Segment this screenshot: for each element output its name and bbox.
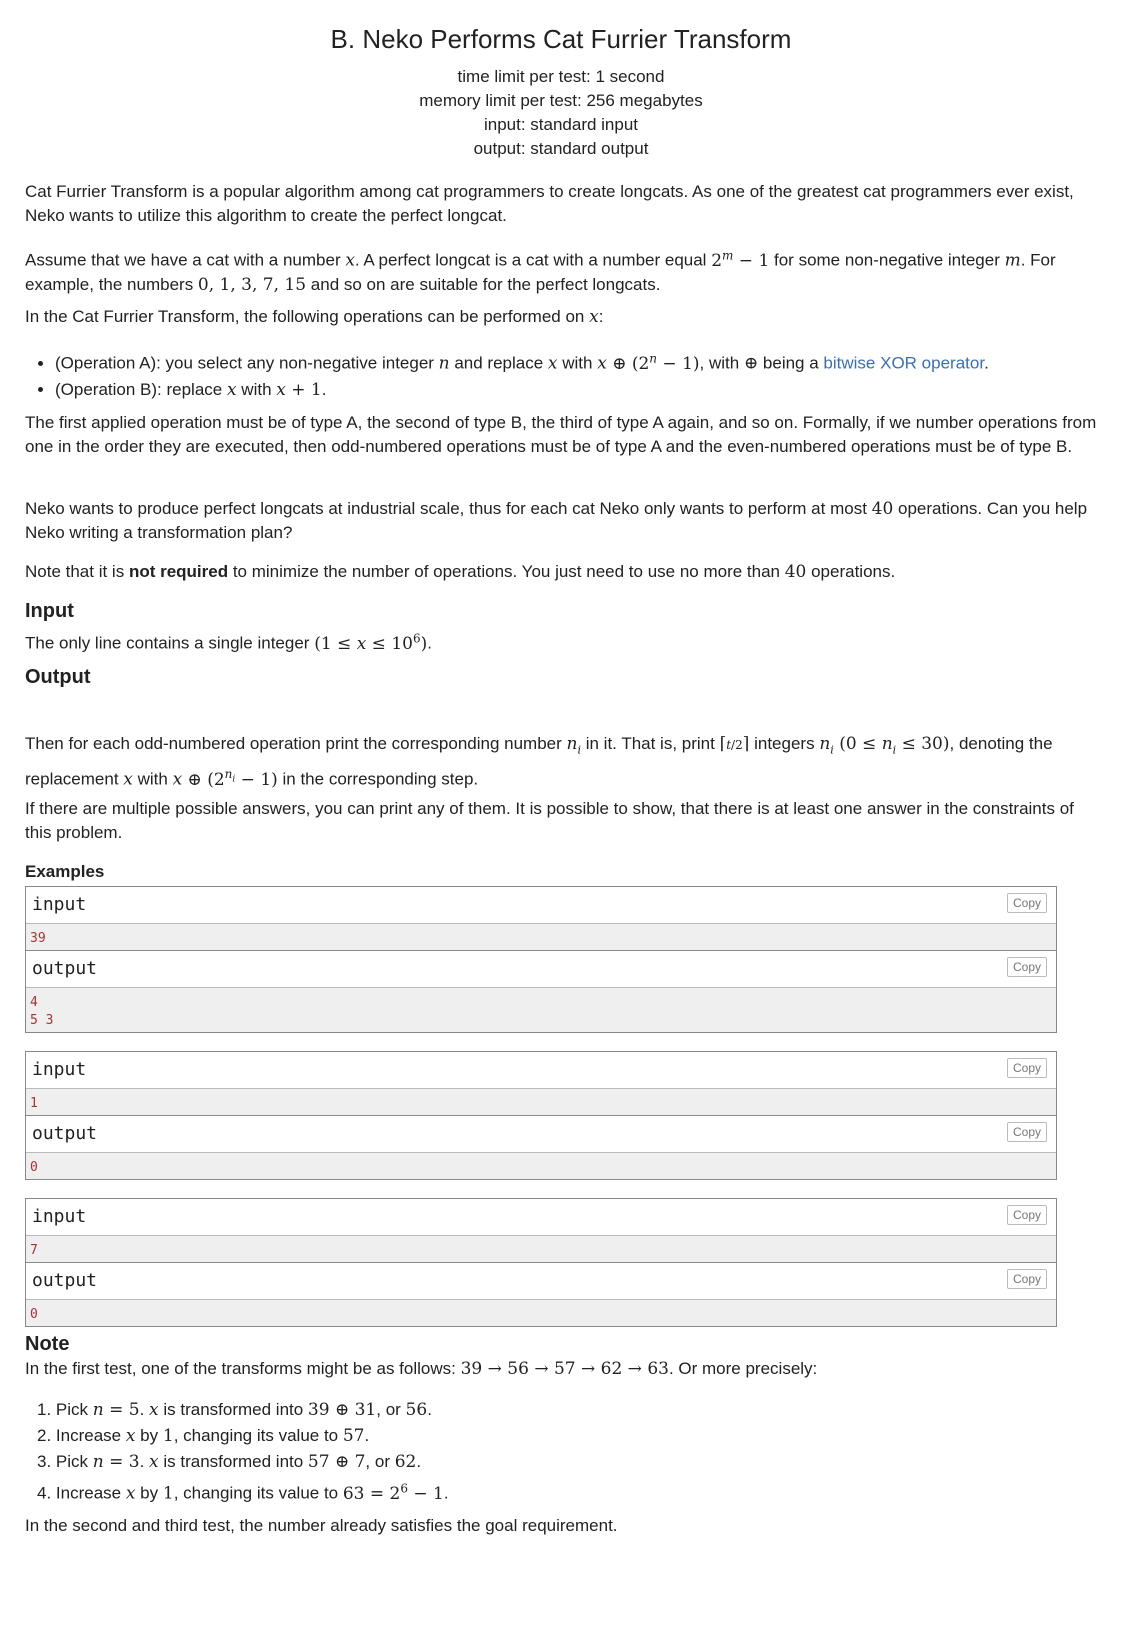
note-step: 1. Pick n = 5. x is transformed into 39 ⊕ 31, or 56. (37, 1400, 432, 1420)
copy-output-button[interactable]: Copy (1007, 957, 1047, 977)
example-input-value: 39 (26, 924, 1056, 951)
example-output-value: 0 (26, 1153, 1056, 1179)
statement-p6: Note that it is not required to minimize the number of operations. You just need to use no more than 40 operations. (25, 562, 896, 582)
example-output-header (26, 951, 1056, 988)
operation-b: • (Operation B): replace x with x + 1. (55, 377, 1122, 403)
input-text: The only line contains a single integer $(1 \le x \le 10^6)$. (25, 631, 432, 654)
copy-output-button[interactable]: Copy (1007, 1269, 1047, 1289)
input-heading: Input (25, 600, 74, 622)
output-label: output (32, 1123, 98, 1144)
example-output-header (26, 1116, 1056, 1153)
limits (25, 65, 1097, 161)
example-input-header (26, 1052, 1056, 1089)
note-intro: In the first test, one of the transforms might be as follows: 39 → 56 → 57 → 62 → 63. Or more precisely: (25, 1359, 818, 1379)
problem-title: B. Neko Performs Cat Furrier Transform (330, 24, 792, 54)
statement-p5: Neko wants to produce perfect longcats at industrial scale, thus for each cat Neko only wants to perform at most 40 operations. Can you help Neko writing a transformation plan? (25, 499, 1088, 542)
note-heading: Note (25, 1333, 70, 1355)
example-test (25, 1198, 1057, 1327)
example-input-value: 7 (26, 1236, 1056, 1263)
note-outro: In the second and third test, the number already satisfies the goal requirement. (25, 1516, 618, 1535)
note-step: 4. Increase x by 1, changing its value to $63 = 2^6 - 1$. (37, 1481, 449, 1504)
input-spec: input: standard input (483, 115, 639, 134)
copy-output-button[interactable]: Copy (1007, 1122, 1047, 1142)
example-output-value: 0 (26, 1300, 1056, 1326)
copy-input-button[interactable]: Copy (1007, 1058, 1047, 1078)
examples-heading: Examples (25, 862, 105, 881)
time-limit: time limit per test: 1 second (457, 67, 665, 86)
operation-a: • (Operation A): you select any non-negative integer n and replace x with x ⊕ $(2^n - 1)$, with ⊕ being a bitwise XOR operator. (55, 345, 1122, 377)
note-steps (25, 1397, 1109, 1507)
copy-input-button[interactable]: Copy (1007, 893, 1047, 913)
example-input-value: 1 (26, 1089, 1056, 1116)
examples-list (25, 886, 1057, 1345)
example-input-header (26, 1199, 1056, 1236)
note-step: 2. Increase x by 1, changing its value to 57. (37, 1426, 370, 1446)
example-test (25, 886, 1057, 1033)
input-label: input (32, 1059, 87, 1080)
example-input-header (26, 887, 1056, 924)
statement-p1: Cat Furrier Transform is a popular algorithm among cat programmers to create longcats. As one of the greatest cat programmers ever exist, Neko wants to utilize this algorithm to create the perfect longcat. (25, 182, 1074, 225)
example-output-header (26, 1263, 1056, 1300)
memory-limit: memory limit per test: 256 megabytes (419, 91, 703, 110)
problem-header (25, 24, 1097, 64)
input-label: input (32, 894, 87, 915)
input-label: input (32, 1206, 87, 1227)
example-output-value: 4 5 3 (26, 988, 1056, 1032)
statement-p3: In the Cat Furrier Transform, the following operations can be performed on x: (25, 307, 604, 327)
statement-p2: Assume that we have a cat with a number x. A perfect longcat is a cat with a number equal $2^m - 1$ for some non-negative integer m. For example, the numbers 0, 1, 3, 7, 15 and so on are suitable for the perfect longcats. (25, 248, 1056, 295)
output-label: output (32, 1270, 98, 1291)
example-test (25, 1051, 1057, 1180)
output-label: output (32, 958, 98, 979)
statement-p4: The first applied operation must be of type A, the second of type B, the third of type A again, and so on. Formally, if we number operations from one in the order they are executed, then odd-numbered operations must be of type A and the even-numbered operations must be of type B. (25, 413, 1097, 456)
operations-list (25, 345, 1122, 403)
output-spec: output: standard output (473, 139, 649, 158)
copy-input-button[interactable]: Copy (1007, 1205, 1047, 1225)
note-step: 3. Pick n = 3. x is transformed into 57 ⊕ 7, or 62. (37, 1452, 422, 1472)
output-p2: If there are multiple possible answers, you can print any of them. It is possible to show, that there is at least one answer in the constraints of this problem. (25, 799, 1074, 842)
xor-operator-link[interactable]: bitwise XOR operator (823, 353, 985, 373)
output-heading: Output (25, 666, 91, 688)
output-text: Then for each odd-numbered operation print the corresponding number $n_i$ in it. That is, print ⌈t/2⌉ integers $n_i$ $(0 \le n_i \le 30)$, denoting the replacement x with x ⊕ $(2^{n_i} - 1)$ in the corresponding step. (25, 734, 1053, 791)
